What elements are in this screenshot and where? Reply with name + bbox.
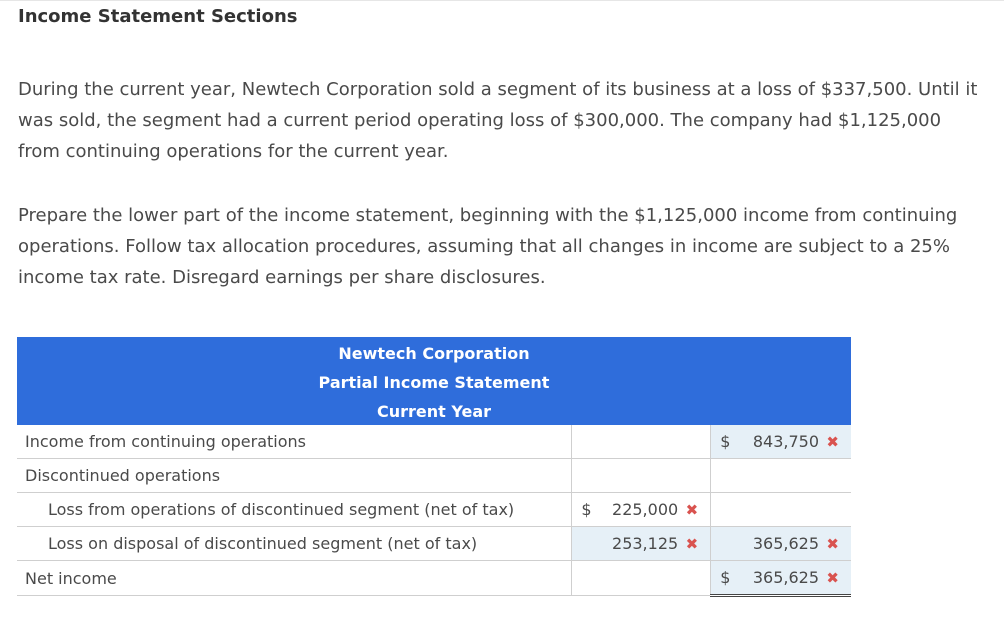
amount-input-col2[interactable] [711,425,851,459]
page-title: Income Statement Sections [18,6,298,27]
amount-value: 225,000 [612,500,679,519]
top-divider [0,0,1004,1]
table-row [17,459,851,493]
row-label: Loss on disposal of discontinued segment (net of tax) [17,527,572,561]
table-row [17,425,851,459]
problem-paragraph-2: Prepare the lower part of the income statement, beginning with the $1,125,000 income from continuing operations. Follow tax allocation procedures, assuming that all changes in income are subject to a 25% income tax rate. Disregard earnings per share disclosures. [18,205,958,288]
amount-input-col1[interactable] [572,493,711,527]
row-label: Income from continuing operations [17,425,572,459]
table-row [17,493,851,527]
statement-header [17,337,851,425]
amount-value: 843,750 [752,432,819,451]
row-label: Loss from operations of discontinued segment (net of tax) [17,493,572,527]
amount-input-col2[interactable] [711,459,851,493]
statement-name: Partial Income Statement [318,373,550,392]
amount-value: 365,625 [752,534,819,553]
incorrect-x-icon: ✖ [685,535,699,553]
amount-input-col2[interactable] [711,561,851,596]
incorrect-x-icon: ✖ [826,535,839,553]
table-row [17,561,851,596]
income-statement-table [17,337,851,597]
row-label: Discontinued operations [17,459,572,493]
amount-input-col1[interactable] [572,561,711,596]
incorrect-x-icon: ✖ [826,569,839,587]
dollar-sign: $ [581,500,592,519]
row-label: Net income [17,561,572,596]
amount-input-col1[interactable] [572,425,711,459]
table-row [17,527,851,561]
dollar-sign: $ [720,568,731,587]
amount-input-col2[interactable] [711,527,851,561]
amount-value: 365,625 [752,568,819,587]
dollar-sign: $ [720,432,731,451]
statement-period: Current Year [376,402,492,421]
problem-paragraph-1: During the current year, Newtech Corporation sold a segment of its business at a loss of $337,500. Until it was sold, the segment had a current period operating loss of $300,000. The company had $1,125,000 from continuing operations for the current year. [18,79,978,162]
incorrect-x-icon: ✖ [685,501,699,519]
amount-input-col1[interactable] [572,527,711,561]
company-name: Newtech Corporation [338,344,530,363]
amount-input-col2[interactable] [711,493,851,527]
amount-input-col1[interactable] [572,459,711,493]
incorrect-x-icon: ✖ [826,433,839,451]
amount-value: 253,125 [612,534,679,553]
